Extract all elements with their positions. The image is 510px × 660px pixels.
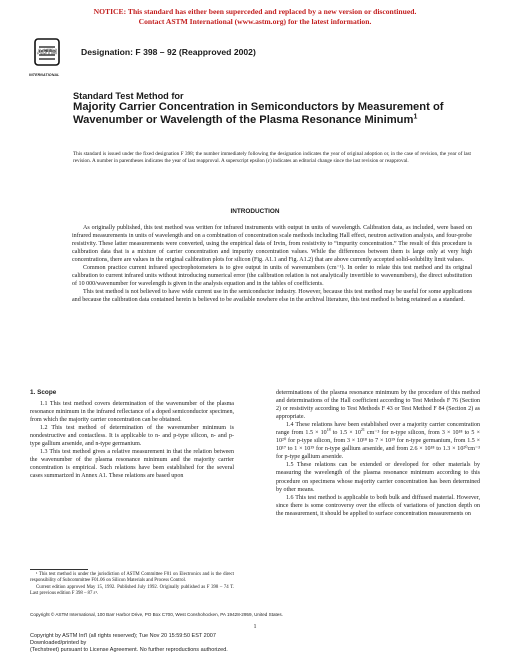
copyright-line: Copyright © ASTM International, 100 Barr Harbor Drive, PO Box C700, West Conshohocken, PA 19428-2959, United States. xyxy=(30,612,283,617)
s14-a: 1.4 These relations have been established over a majority carrier concentration range from 1.5 × 10 xyxy=(276,422,480,437)
watermark-line-3: (Techstreet) pursuant to License Agreement. No further reproductions authorized. xyxy=(30,647,228,653)
supersede-notice xyxy=(0,7,510,27)
issued-note: This standard is issued under the fixed designation F 398; the number immediately following the designation indicates the year of original adoption or, in the case of revision, the year of last revision. A number in parentheses indicates the year of last reapproval. A superscript epsilon (ε) indicates an editorial change since the last revision or reapproval. xyxy=(73,151,471,165)
notice-line-1: NOTICE: This standard has either been superceded and replaced by a new version or discontinued. xyxy=(93,7,417,16)
s14-exp1: 18 xyxy=(326,427,331,433)
s14-e: cm⁻³ for n-type silicon, from 3 × 10¹⁸ to 5 × 10²⁰ for p-type silicon, from 3 × 10¹⁸ to 7 × 10¹⁹ for n-type germanium, from 1.5 × 10¹⁷ to 1 × 10¹⁹ for n-type gallium arsenide, and from 2.6 × 10¹⁸ to 1.3 × 10²⁰cm⁻³ for p-type gallium arsenide. xyxy=(276,430,480,461)
svg-text:ASTM: ASTM xyxy=(37,49,57,56)
intro-paragraph: As originally published, this test method was written for infrared instruments with output in units of wavelength. Calibration data, as included, were based on infrared measurements in units of wavelength and on a combination of concentration scale methods including Hall effect, neutron activation analysis, and four-probe resistivity. These latter measurements were converted, using the empirical data of Irvin, from resistivity to “impurity concentration.” The result of this procedure is calibration data that is a mixture of carrier concentration and impurity concentration values. While the differences between them is large only at very high concentrations, there are values in the original calibration plots for silicon (Fig. A1.1 and Fig. A1.2) that are above currently accepted solid-solubility limit values. xyxy=(72,225,472,264)
introduction-body xyxy=(72,224,472,304)
section-1-5: 1.5 These relations can be extended or developed for other materials by measuring the wavelength of the plasma resonance minimum according to this procedure on specimens whose majority carrier concentration has been determined by other means. xyxy=(276,462,480,493)
section-1-2: 1.2 This test method of determination of the wavenumber minimum is nondestructive and contactless. It is applicable to n- and p-type silicon, n- and p-type gallium arsenide, and n-type germanium. xyxy=(30,425,234,448)
section-1-4 xyxy=(276,421,480,461)
introduction-heading: INTRODUCTION xyxy=(230,208,280,215)
intro-paragraph: Common practice current infrared spectrophotometers is to give output in units of wavenumbers (cm⁻¹). In order to relate this test method and its original calibration to current infrared units without introducing numerical error (the calibration relation is not analytically invertible to wavenumbers), the direct substitution of 10 000/wavenumber for wavelength is given in the analysis equation and in the tables of coefficients. xyxy=(72,265,472,288)
title-text: Majority Carrier Concentration in Semiconductors by Measurement of Wavenumber or Wavelength of the Plasma Resonance Minimum xyxy=(73,101,444,126)
intro-paragraph: This test method is not believed to have wide current use in the semiconductor industry. However, because this test method may be useful for some applications and because the calibration data contained herein is believed to be available nowhere else in the archival literature, this test method is being retained as a standard. xyxy=(72,289,472,304)
page-number: 1 xyxy=(253,624,257,630)
footnote-2: Current edition approved May 15, 1992. Published July 1992. Originally published as F 398 – 74 T. Last previous edition F 398 – 87 ε¹. xyxy=(30,584,234,596)
logo-caption: INTERNATIONAL xyxy=(29,73,60,77)
section-1-3: 1.3 This test method gives a relative measurement in that the relation between the wavenumber of the plasma resonance minimum and the majority carrier concentration is empirical. Such relations have been established for the several cases summarized in Annex A1. These relations are based upon xyxy=(30,449,234,480)
astm-logo-icon xyxy=(33,37,61,73)
document-title xyxy=(73,101,453,126)
s14-exp2: 21 xyxy=(360,427,365,433)
notice-line-2: Contact ASTM International (www.astm.org) for the latest information. xyxy=(138,17,372,26)
title-footnote-marker: 1 xyxy=(413,112,418,120)
standard-type-line: Standard Test Method for xyxy=(73,91,184,101)
section-1-1: 1.1 This test method covers determination of the wavenumber of the plasma resonance minimum in the infrared reflectance of a doped semiconductor specimen, from which the majority carrier concentration can be obtained. xyxy=(30,401,234,424)
footnote-divider xyxy=(30,569,88,570)
designation: Designation: F 398 – 92 (Reapproved 2002) xyxy=(81,47,256,57)
s14-c: to 1.5 × 10 xyxy=(330,430,361,437)
right-column xyxy=(276,389,480,518)
footnotes xyxy=(30,572,234,597)
watermark-line-1: Copyright by ASTM Int'l (all rights reserved); Tue Nov 20 15:59:50 EST 2007 xyxy=(30,633,216,639)
section-1-3-continued: determinations of the plasma resonance minimum by the procedure of this method and determinations of the Hall coefficient according to Test Methods F 76 (Section 2) or resistivity according to Test Methods F 43 or Test Method F 84 (Section 2) as appropriate. xyxy=(276,390,480,421)
watermark-line-2: Downloaded/printed by xyxy=(30,640,87,646)
left-column xyxy=(30,389,234,481)
section-1-6: 1.6 This test method is applicable to both bulk and diffused material. However, since there is some controversy over the effects of variations of junction depth on the measurement, it should be applied to surface concentration measurements on xyxy=(276,494,480,517)
scope-heading: 1. Scope xyxy=(30,389,57,396)
download-watermark xyxy=(30,633,228,654)
footnote-1: ¹ This test method is under the jurisdiction of ASTM Committee F01 on Electronics and is the direct responsibility of Subcommittee F01.06 on Silicon Materials and Process Control. xyxy=(30,572,234,584)
